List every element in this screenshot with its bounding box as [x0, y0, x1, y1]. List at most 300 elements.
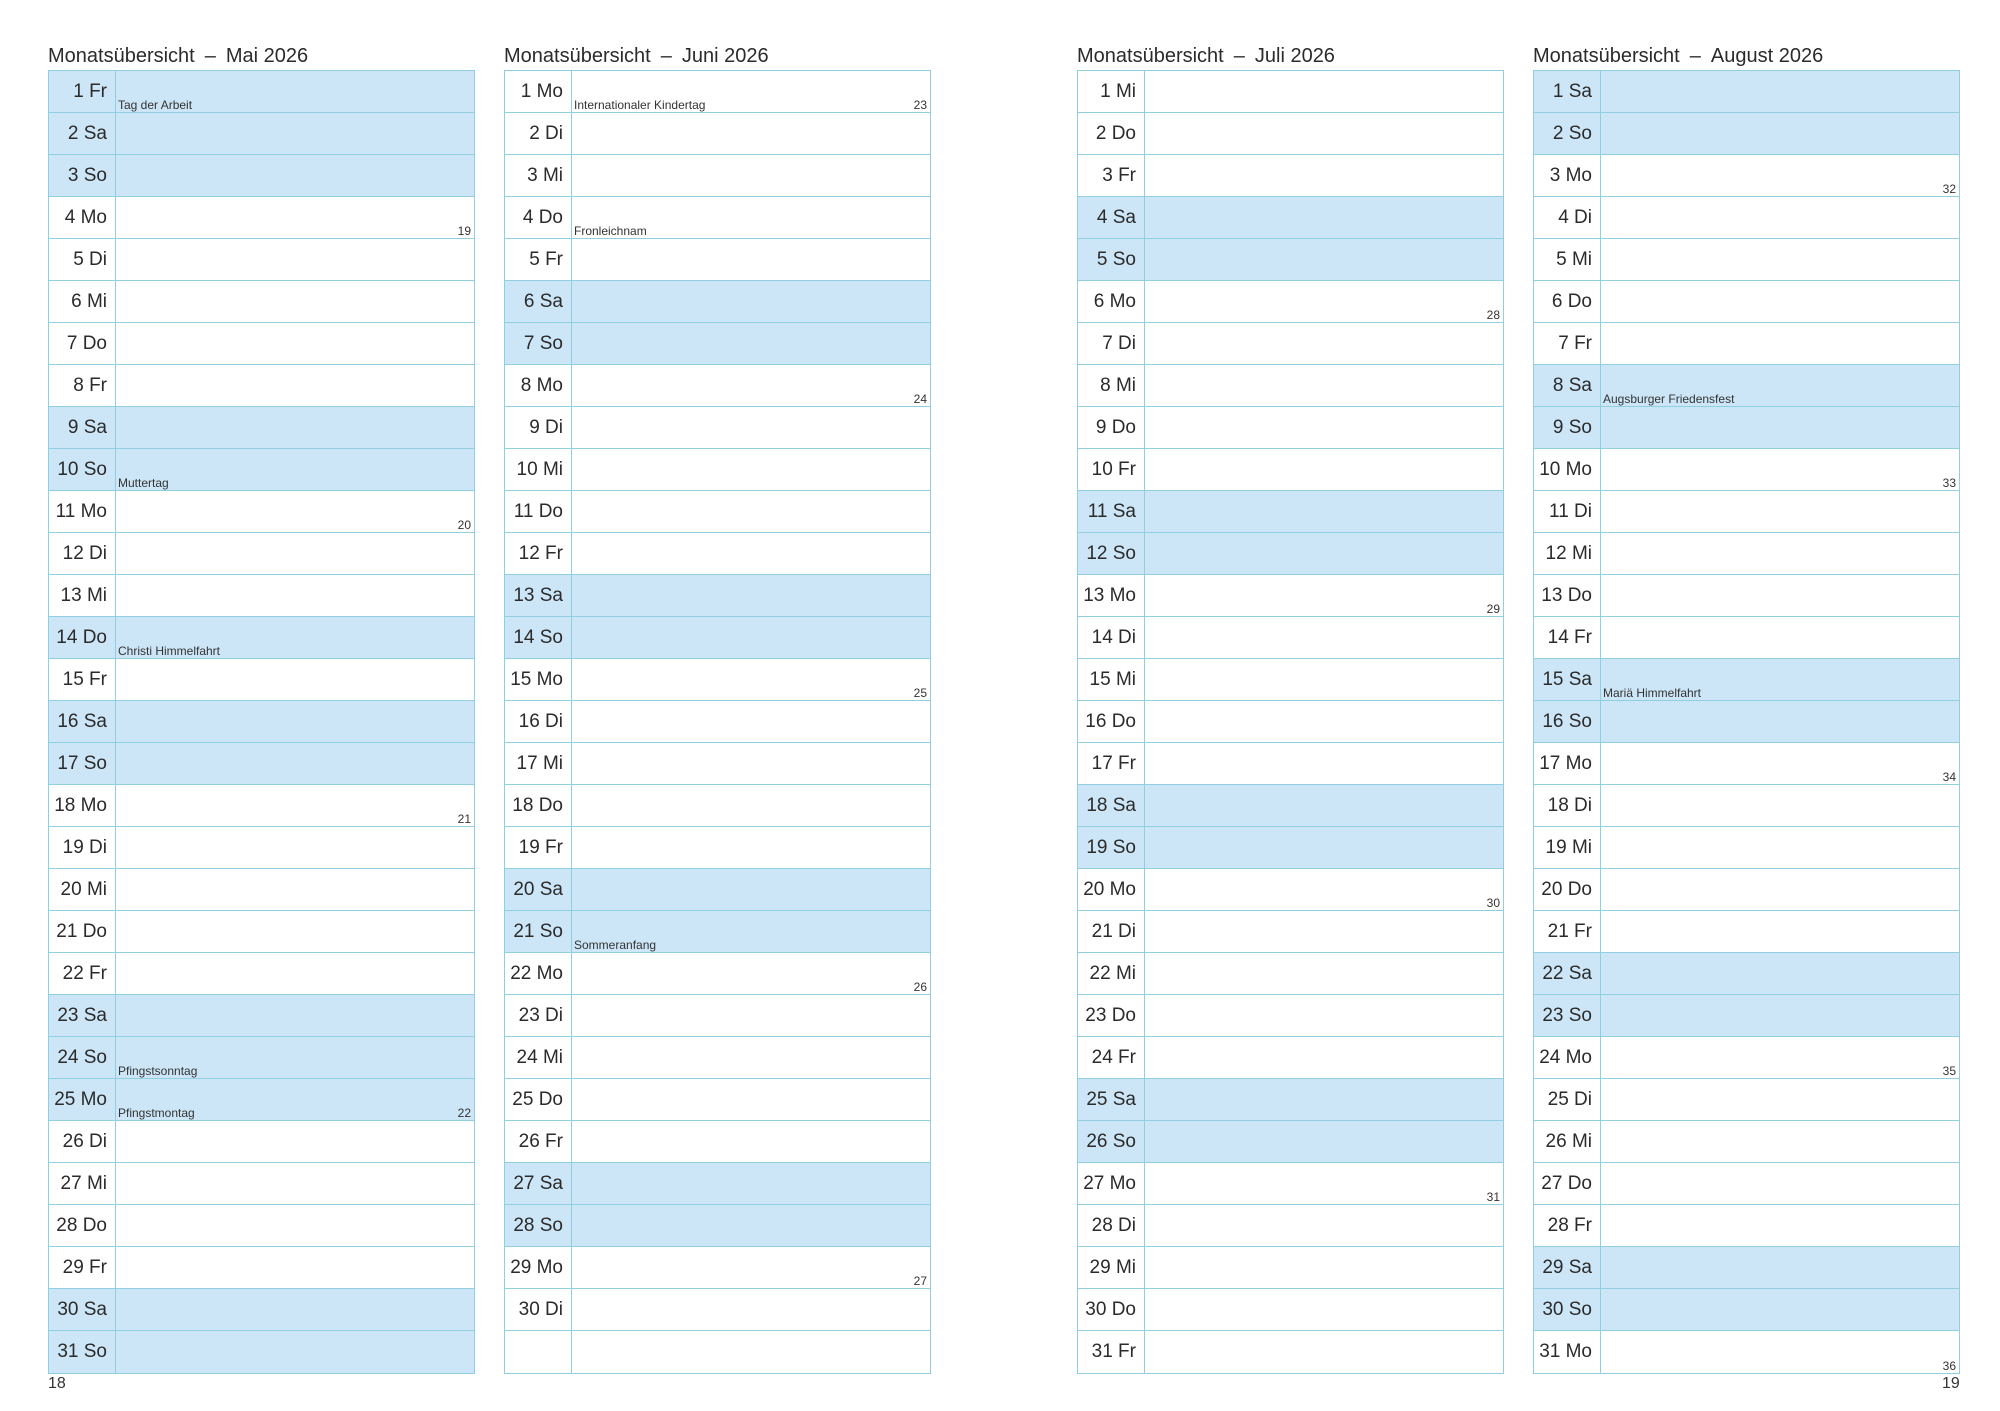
day-notes-cell: [1601, 785, 1959, 826]
day-notes-cell: [1145, 1037, 1503, 1078]
day-label: 13 Mo: [1078, 575, 1145, 616]
day-row: [1534, 1037, 1959, 1079]
day-notes-cell: [1601, 1121, 1959, 1162]
month-header: [1533, 42, 1960, 70]
day-row: [1534, 701, 1959, 743]
day-notes-cell: [1145, 953, 1503, 994]
day-row: [49, 743, 474, 785]
day-row: [1078, 911, 1503, 953]
day-label: 11 Mo: [49, 491, 116, 532]
day-row: [1078, 1079, 1503, 1121]
month-title-prefix: Monatsübersicht: [1533, 45, 1680, 67]
day-notes-cell: [1601, 113, 1959, 154]
day-notes-cell: [572, 995, 930, 1036]
day-label: 12 So: [1078, 533, 1145, 574]
day-row: [1534, 155, 1959, 197]
day-notes-cell: [1145, 491, 1503, 532]
day-notes-cell: [116, 869, 474, 910]
day-label: 28 Do: [49, 1205, 116, 1246]
day-row: [1078, 995, 1503, 1037]
day-notes-cell: [1601, 659, 1959, 700]
day-label: 19 Di: [49, 827, 116, 868]
day-row: [505, 449, 930, 491]
day-notes-cell: [116, 827, 474, 868]
day-row: [49, 1163, 474, 1205]
week-number: 31: [1486, 1190, 1500, 1204]
day-label: 12 Di: [49, 533, 116, 574]
day-row: [1534, 827, 1959, 869]
day-label: 16 So: [1534, 701, 1601, 742]
day-notes-cell: [1145, 281, 1503, 322]
day-notes-cell: [116, 575, 474, 616]
day-label: 24 So: [49, 1037, 116, 1078]
day-row: [1078, 1247, 1503, 1289]
day-label: 4 Mo: [49, 197, 116, 238]
day-notes-cell: [116, 995, 474, 1036]
day-notes-cell: [572, 617, 930, 658]
day-row: [49, 323, 474, 365]
day-label: 26 So: [1078, 1121, 1145, 1162]
day-notes-cell: [1145, 1079, 1503, 1120]
month-juli: [1077, 42, 1504, 1374]
day-notes-cell: [1145, 197, 1503, 238]
day-notes-cell: [1601, 365, 1959, 406]
month-juni: [504, 42, 931, 1374]
day-notes-cell: [1601, 449, 1959, 490]
day-notes-cell: [1601, 1331, 1959, 1373]
day-label: 23 Di: [505, 995, 572, 1036]
day-row: [1534, 785, 1959, 827]
day-notes-cell: [572, 869, 930, 910]
day-row: [1534, 239, 1959, 281]
month-title-prefix: Monatsübersicht: [48, 45, 195, 67]
day-notes-cell: [116, 1079, 474, 1120]
day-label: 20 Sa: [505, 869, 572, 910]
day-label: 10 Mo: [1534, 449, 1601, 490]
day-notes-cell: [572, 575, 930, 616]
day-notes-cell: [572, 155, 930, 196]
day-label: 1 Fr: [49, 71, 116, 112]
week-number: 24: [913, 392, 927, 406]
day-label: 6 Mo: [1078, 281, 1145, 322]
day-label: 13 Sa: [505, 575, 572, 616]
day-label: 19 So: [1078, 827, 1145, 868]
day-row: [1534, 1289, 1959, 1331]
day-label: 10 Mi: [505, 449, 572, 490]
day-label: 21 Fr: [1534, 911, 1601, 952]
day-notes-cell: [1145, 785, 1503, 826]
day-label: 7 Do: [49, 323, 116, 364]
day-row: [49, 491, 474, 533]
day-row: [1078, 701, 1503, 743]
day-row: [1078, 659, 1503, 701]
day-label: 27 Mi: [49, 1163, 116, 1204]
day-notes-cell: [116, 71, 474, 112]
day-label: 17 So: [49, 743, 116, 784]
day-row: [1534, 113, 1959, 155]
day-notes-cell: [116, 953, 474, 994]
day-row: [505, 1037, 930, 1079]
day-label: 18 Di: [1534, 785, 1601, 826]
day-row: [49, 995, 474, 1037]
day-label: 8 Mo: [505, 365, 572, 406]
holiday-label: Pfingstmontag: [118, 1106, 195, 1120]
day-label: 30 Do: [1078, 1289, 1145, 1330]
day-row: [49, 1247, 474, 1289]
day-notes-cell: [572, 491, 930, 532]
day-row: [1534, 575, 1959, 617]
day-label: 23 Sa: [49, 995, 116, 1036]
day-label: 6 Do: [1534, 281, 1601, 322]
holiday-label: Internationaler Kindertag: [574, 98, 706, 112]
day-label: 2 Do: [1078, 113, 1145, 154]
day-row: [1534, 365, 1959, 407]
day-label: 24 Mi: [505, 1037, 572, 1078]
day-label: 3 Mi: [505, 155, 572, 196]
day-label: 2 Di: [505, 113, 572, 154]
day-label: 19 Mi: [1534, 827, 1601, 868]
day-notes-cell: [572, 1331, 930, 1373]
day-label: 7 Fr: [1534, 323, 1601, 364]
month-title: Juli 2026: [1254, 45, 1335, 67]
day-notes-cell: [1145, 1247, 1503, 1288]
month-mai: [48, 42, 475, 1374]
day-row: [1078, 281, 1503, 323]
day-notes-cell: [572, 281, 930, 322]
day-notes-cell: [1601, 491, 1959, 532]
day-label: 1 Mo: [505, 71, 572, 112]
day-row: [49, 953, 474, 995]
day-notes-cell: [572, 1247, 930, 1288]
day-label: 28 Fr: [1534, 1205, 1601, 1246]
day-row: [505, 1079, 930, 1121]
day-row: [1534, 1079, 1959, 1121]
day-label: 21 Di: [1078, 911, 1145, 952]
month-title: Mai 2026: [225, 45, 309, 67]
day-notes-cell: [572, 239, 930, 280]
day-notes-cell: [116, 449, 474, 490]
day-notes-cell: [116, 1289, 474, 1330]
day-label: 7 So: [505, 323, 572, 364]
day-notes-cell: [116, 701, 474, 742]
day-notes-cell: [572, 1205, 930, 1246]
day-row: [49, 281, 474, 323]
title-separator: –: [1689, 45, 1701, 67]
day-notes-cell: [1601, 71, 1959, 112]
day-row: [1078, 533, 1503, 575]
day-notes-cell: [1601, 1037, 1959, 1078]
day-row: [1078, 239, 1503, 281]
day-row: [505, 1331, 930, 1373]
day-label: 25 Mo: [49, 1079, 116, 1120]
day-notes-cell: [1145, 743, 1503, 784]
day-notes-cell: [572, 1121, 930, 1162]
day-label: 3 Fr: [1078, 155, 1145, 196]
day-label: 16 Sa: [49, 701, 116, 742]
month-title: Juni 2026: [681, 45, 769, 67]
day-label: 20 Mi: [49, 869, 116, 910]
holiday-label: Christi Himmelfahrt: [118, 644, 221, 658]
day-label: 7 Di: [1078, 323, 1145, 364]
day-label: 11 Di: [1534, 491, 1601, 532]
day-notes-cell: [1601, 701, 1959, 742]
day-label: 2 Sa: [49, 113, 116, 154]
day-row: [505, 953, 930, 995]
day-label: 1 Sa: [1534, 71, 1601, 112]
day-label: 10 So: [49, 449, 116, 490]
day-row: [1078, 1289, 1503, 1331]
day-notes-cell: [572, 323, 930, 364]
day-row: [49, 1037, 474, 1079]
month-title-prefix: Monatsübersicht: [504, 45, 651, 67]
day-notes-cell: [1601, 1289, 1959, 1330]
day-label: 27 Sa: [505, 1163, 572, 1204]
day-row: [505, 71, 930, 113]
month-grid: [504, 70, 931, 1374]
day-label: 9 So: [1534, 407, 1601, 448]
day-label: 24 Mo: [1534, 1037, 1601, 1078]
day-notes-cell: [572, 113, 930, 154]
day-row: [1078, 1163, 1503, 1205]
day-row: [1534, 869, 1959, 911]
day-row: [505, 239, 930, 281]
day-label: 27 Do: [1534, 1163, 1601, 1204]
day-label: 31 So: [49, 1331, 116, 1373]
day-row: [1078, 491, 1503, 533]
day-label: 29 Sa: [1534, 1247, 1601, 1288]
day-row: [1534, 1121, 1959, 1163]
day-label: 18 Mo: [49, 785, 116, 826]
day-label: 15 Fr: [49, 659, 116, 700]
day-row: [505, 491, 930, 533]
day-notes-cell: [1601, 239, 1959, 280]
day-notes-cell: [116, 197, 474, 238]
day-notes-cell: [1601, 575, 1959, 616]
holiday-label: Muttertag: [118, 476, 169, 490]
day-notes-cell: [1601, 995, 1959, 1036]
day-notes-cell: [572, 785, 930, 826]
day-notes-cell: [116, 743, 474, 784]
day-notes-cell: [116, 617, 474, 658]
day-notes-cell: [1145, 71, 1503, 112]
day-notes-cell: [1601, 533, 1959, 574]
day-label: 30 Di: [505, 1289, 572, 1330]
day-notes-cell: [116, 659, 474, 700]
day-label: 27 Mo: [1078, 1163, 1145, 1204]
day-label: 13 Do: [1534, 575, 1601, 616]
day-row: [49, 911, 474, 953]
day-label: 10 Fr: [1078, 449, 1145, 490]
day-row: [505, 785, 930, 827]
day-row: [49, 113, 474, 155]
day-label: 8 Fr: [49, 365, 116, 406]
day-row: [49, 1205, 474, 1247]
day-label: 8 Sa: [1534, 365, 1601, 406]
day-notes-cell: [572, 71, 930, 112]
day-row: [505, 659, 930, 701]
week-number: 25: [913, 686, 927, 700]
day-label: 31 Mo: [1534, 1331, 1601, 1373]
month-title-prefix: Monatsübersicht: [1077, 45, 1224, 67]
week-number: 26: [913, 980, 927, 994]
month-grid: [1077, 70, 1504, 1374]
month-grid: [48, 70, 475, 1374]
day-row: [49, 1079, 474, 1121]
day-row: [505, 995, 930, 1037]
day-notes-cell: [1145, 659, 1503, 700]
day-notes-cell: [1145, 1289, 1503, 1330]
day-label: 2 So: [1534, 113, 1601, 154]
day-notes-cell: [1145, 365, 1503, 406]
day-label: [505, 1331, 572, 1373]
day-label: 12 Mi: [1534, 533, 1601, 574]
day-notes-cell: [116, 785, 474, 826]
day-row: [505, 1289, 930, 1331]
day-row: [49, 869, 474, 911]
day-label: 29 Mi: [1078, 1247, 1145, 1288]
day-notes-cell: [116, 365, 474, 406]
day-row: [1534, 197, 1959, 239]
month-title: August 2026: [1710, 45, 1824, 67]
day-row: [505, 743, 930, 785]
day-label: 22 Mi: [1078, 953, 1145, 994]
day-notes-cell: [1601, 953, 1959, 994]
day-row: [505, 281, 930, 323]
day-row: [505, 869, 930, 911]
day-label: 23 Do: [1078, 995, 1145, 1036]
page-number-left: 18: [48, 1375, 66, 1392]
holiday-label: Fronleichnam: [574, 224, 647, 238]
day-row: [1078, 743, 1503, 785]
day-row: [505, 827, 930, 869]
week-number: 29: [1486, 602, 1500, 616]
day-row: [505, 1121, 930, 1163]
day-row: [1078, 869, 1503, 911]
day-label: 26 Mi: [1534, 1121, 1601, 1162]
day-row: [49, 533, 474, 575]
day-row: [1534, 995, 1959, 1037]
day-label: 9 Di: [505, 407, 572, 448]
day-row: [505, 1247, 930, 1289]
day-notes-cell: [1601, 911, 1959, 952]
day-row: [1078, 1037, 1503, 1079]
day-row: [1534, 953, 1959, 995]
day-label: 17 Mi: [505, 743, 572, 784]
day-row: [1534, 743, 1959, 785]
day-row: [49, 617, 474, 659]
day-row: [49, 827, 474, 869]
day-label: 25 Do: [505, 1079, 572, 1120]
day-label: 31 Fr: [1078, 1331, 1145, 1373]
week-number: 28: [1486, 308, 1500, 322]
day-row: [1534, 659, 1959, 701]
day-label: 4 Sa: [1078, 197, 1145, 238]
day-label: 16 Do: [1078, 701, 1145, 742]
day-label: 20 Do: [1534, 869, 1601, 910]
day-notes-cell: [1145, 239, 1503, 280]
day-row: [1078, 71, 1503, 113]
day-label: 15 Mi: [1078, 659, 1145, 700]
day-row: [1534, 1163, 1959, 1205]
month-header: [504, 42, 931, 70]
day-label: 17 Fr: [1078, 743, 1145, 784]
day-notes-cell: [1601, 869, 1959, 910]
day-row: [1534, 911, 1959, 953]
day-notes-cell: [572, 953, 930, 994]
day-notes-cell: [1145, 449, 1503, 490]
week-number: 20: [457, 518, 471, 532]
day-label: 3 Mo: [1534, 155, 1601, 196]
day-notes-cell: [116, 407, 474, 448]
holiday-label: Sommeranfang: [574, 938, 657, 952]
day-label: 13 Mi: [49, 575, 116, 616]
day-row: [49, 785, 474, 827]
day-row: [1078, 407, 1503, 449]
day-notes-cell: [572, 701, 930, 742]
day-notes-cell: [116, 281, 474, 322]
day-label: 15 Mo: [505, 659, 572, 700]
day-row: [49, 1121, 474, 1163]
title-separator: –: [204, 45, 216, 67]
week-number: 22: [457, 1106, 471, 1120]
day-label: 22 Fr: [49, 953, 116, 994]
day-label: 18 Sa: [1078, 785, 1145, 826]
day-label: 21 Do: [49, 911, 116, 952]
week-number: 33: [1942, 476, 1956, 490]
day-row: [1078, 197, 1503, 239]
day-notes-cell: [1145, 323, 1503, 364]
day-row: [1078, 785, 1503, 827]
day-row: [1534, 281, 1959, 323]
day-notes-cell: [116, 113, 474, 154]
day-row: [505, 365, 930, 407]
day-label: 16 Di: [505, 701, 572, 742]
day-notes-cell: [1601, 1247, 1959, 1288]
day-row: [1534, 323, 1959, 365]
day-label: 26 Fr: [505, 1121, 572, 1162]
page-number-right: 19: [1942, 1375, 1960, 1392]
day-notes-cell: [1145, 1205, 1503, 1246]
day-label: 26 Di: [49, 1121, 116, 1162]
day-row: [505, 1205, 930, 1247]
day-label: 22 Mo: [505, 953, 572, 994]
day-notes-cell: [1601, 827, 1959, 868]
day-label: 6 Sa: [505, 281, 572, 322]
holiday-label: Pfingstsonntag: [118, 1064, 198, 1078]
day-label: 15 Sa: [1534, 659, 1601, 700]
day-row: [49, 155, 474, 197]
day-notes-cell: [1601, 281, 1959, 322]
day-row: [1078, 953, 1503, 995]
day-notes-cell: [116, 239, 474, 280]
day-label: 29 Mo: [505, 1247, 572, 1288]
day-label: 25 Di: [1534, 1079, 1601, 1120]
day-notes-cell: [1601, 1205, 1959, 1246]
day-notes-cell: [116, 491, 474, 532]
month-august: [1533, 42, 1960, 1374]
day-row: [1078, 113, 1503, 155]
day-row: [1078, 365, 1503, 407]
day-notes-cell: [1145, 155, 1503, 196]
day-row: [49, 449, 474, 491]
week-number: 21: [457, 812, 471, 826]
day-row: [1534, 1247, 1959, 1289]
day-notes-cell: [1601, 323, 1959, 364]
title-separator: –: [660, 45, 672, 67]
day-label: 19 Fr: [505, 827, 572, 868]
day-row: [505, 1163, 930, 1205]
day-notes-cell: [572, 659, 930, 700]
